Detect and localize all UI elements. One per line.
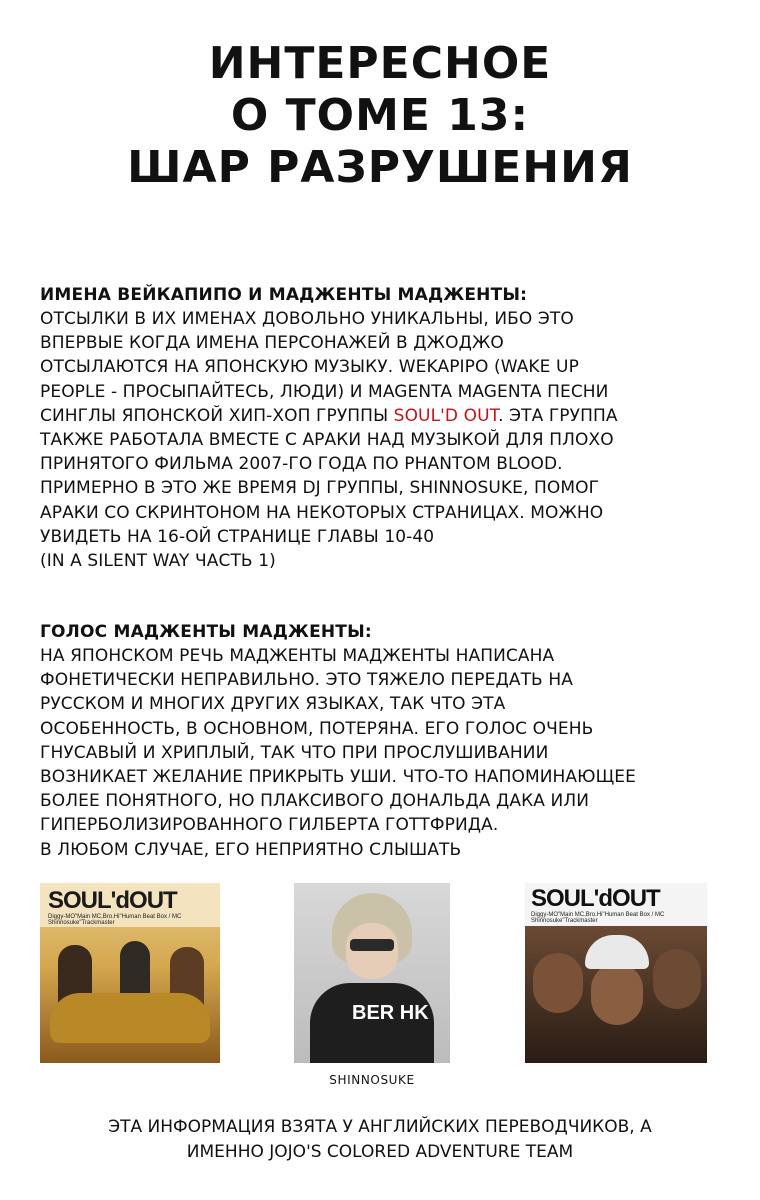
cover-logo: SOUL'dOUT xyxy=(531,885,660,912)
section-names-line: ПРИМЕРНО В ЭТО ЖЕ ВРЕМЯ DJ ГРУППЫ, SHINNOSUKE, ПОМОГ xyxy=(40,478,600,499)
section-names-line: ОТСЫЛАЮТСЯ НА ЯПОНСКУЮ МУЗЫКУ. WEKAPIPO (WAKE UP xyxy=(40,357,579,378)
section-names-line: PEOPLE - ПРОСЫПАЙТЕСЬ, ЛЮДИ) И MAGENTA MAGENTA ПЕСНИ xyxy=(40,381,609,402)
cover-subtitle: Diggy-MO"Main MC,Bro.Hi"Human Beat Box / MC Shinnosuke"Trackmaster xyxy=(48,914,182,926)
section-voice-line: ФОНЕТИЧЕСКИ НЕПРАВИЛЬНО. ЭТО ТЯЖЕЛО ПЕРЕДАТЬ НА xyxy=(40,670,573,691)
person-face xyxy=(653,949,701,1009)
section-voice-line: БОЛЕЕ ПОНЯТНОГО, НО ПЛАКСИВОГО ДОНАЛЬДА ДАКА ИЛИ xyxy=(40,791,590,812)
shinnosuke-photo xyxy=(294,883,450,1063)
section-names-heading: ИМЕНА ВЕЙКАПИПО И МАДЖЕНТЫ МАДЖЕНТЫ: xyxy=(40,285,528,305)
section-names-line: АРАКИ СО СКРИНТОНОМ НА НЕКОТОРЫХ СТРАНИЦАХ. МОЖНО xyxy=(40,502,604,523)
section-names-line: (IN A SILENT WAY ЧАСТЬ 1) xyxy=(40,551,276,572)
section-names-line: УВИДЕТЬ НА 16-ОЙ СТРАНИЦЕ ГЛАВЫ 10-40 xyxy=(40,526,435,547)
section-names xyxy=(40,283,730,573)
shirt-print: BER HK xyxy=(352,1002,429,1024)
section-voice-line: ОСОБЕННОСТЬ, В ОСНОВНОМ, ПОТЕРЯНА. ЕГО ГОЛОС ОЧЕНЬ xyxy=(40,718,594,739)
title-line-3: ШАР РАЗРУШЕНИЯ xyxy=(127,142,633,193)
car-shape xyxy=(50,993,210,1043)
album-cover-image-2 xyxy=(525,883,707,1063)
line-text: СИНГЛЫ ЯПОНСКОЙ ХИП-ХОП ГРУППЫ xyxy=(40,405,394,426)
footer-line-1: ЭТА ИНФОРМАЦИЯ ВЗЯТА У АНГЛИЙСКИХ ПЕРЕВОДЧИКОВ, А xyxy=(108,1117,652,1137)
footer-line-2: ИМЕННО JOJO'S COLORED ADVENTURE TEAM xyxy=(186,1142,574,1162)
section-names-line: ПРИНЯТОГО ФИЛЬМА 2007-ГО ГОДА ПО PHANTOM BLOOD. xyxy=(40,454,563,475)
title-line-1: ИНТЕРЕСНОЕ xyxy=(208,38,552,89)
section-voice-line: РУССКОМ И МНОГИХ ДРУГИХ ЯЗЫКАХ, ТАК ЧТО ЭТА xyxy=(40,694,506,715)
person-face xyxy=(346,923,398,979)
section-voice-line: НА ЯПОНСКОМ РЕЧЬ МАДЖЕНТЫ МАДЖЕНТЫ НАПИСАНА xyxy=(40,646,555,666)
credits-footer xyxy=(0,1115,760,1165)
line-text: . ЭТА ГРУППА xyxy=(498,405,618,426)
person-figure xyxy=(120,941,150,1001)
section-voice-line: ГИПЕРБОЛИЗИРОВАННОГО ГИЛБЕРТА ГОТТФРИДА. xyxy=(40,815,499,836)
photo-caption: SHINNOSUKE xyxy=(329,1073,415,1087)
band-name-highlight: SOUL'D OUT xyxy=(393,405,499,426)
section-names-line: ОТСЫЛКИ В ИХ ИМЕНАХ ДОВОЛЬНО УНИКАЛЬНЫ, ИБО ЭТО xyxy=(40,309,574,329)
section-names-line xyxy=(40,404,730,428)
section-voice-heading: ГОЛОС МАДЖЕНТЫ МАДЖЕНТЫ: xyxy=(40,622,372,642)
section-names-line: ТАКЖЕ РАБОТАЛА ВМЕСТЕ С АРАКИ НАД МУЗЫКОЙ ДЛЯ ПЛОХО xyxy=(40,430,614,451)
sunglasses-icon xyxy=(350,939,394,951)
cover-subtitle: Diggy-MO"Main MC,Bro.Hi"Human Beat Box / MC Shinnosuke"Trackmaster xyxy=(531,912,665,924)
person-face xyxy=(533,953,583,1013)
person-face xyxy=(591,963,643,1025)
cover-logo: SOUL'dOUT xyxy=(48,887,177,914)
page-title xyxy=(0,38,760,194)
section-names-line: ВПЕРВЫЕ КОГДА ИМЕНА ПЕРСОНАЖЕЙ В ДЖОДЖО xyxy=(40,333,504,354)
cap-shape xyxy=(585,935,649,969)
title-line-2: О ТОМЕ 13: xyxy=(230,90,530,141)
section-voice-line: ГНУСАВЫЙ И ХРИПЛЫЙ, ТАК ЧТО ПРИ ПРОСЛУШИВАНИИ xyxy=(40,742,549,763)
section-voice xyxy=(40,620,730,862)
section-voice-line: ВОЗНИКАЕТ ЖЕЛАНИЕ ПРИКРЫТЬ УШИ. ЧТО-ТО НАПОМИНАЮЩЕЕ xyxy=(40,767,636,788)
album-cover-image-1 xyxy=(40,883,220,1063)
section-voice-line: В ЛЮБОМ СЛУЧАЕ, ЕГО НЕПРИЯТНО СЛЫШАТЬ xyxy=(40,839,462,860)
